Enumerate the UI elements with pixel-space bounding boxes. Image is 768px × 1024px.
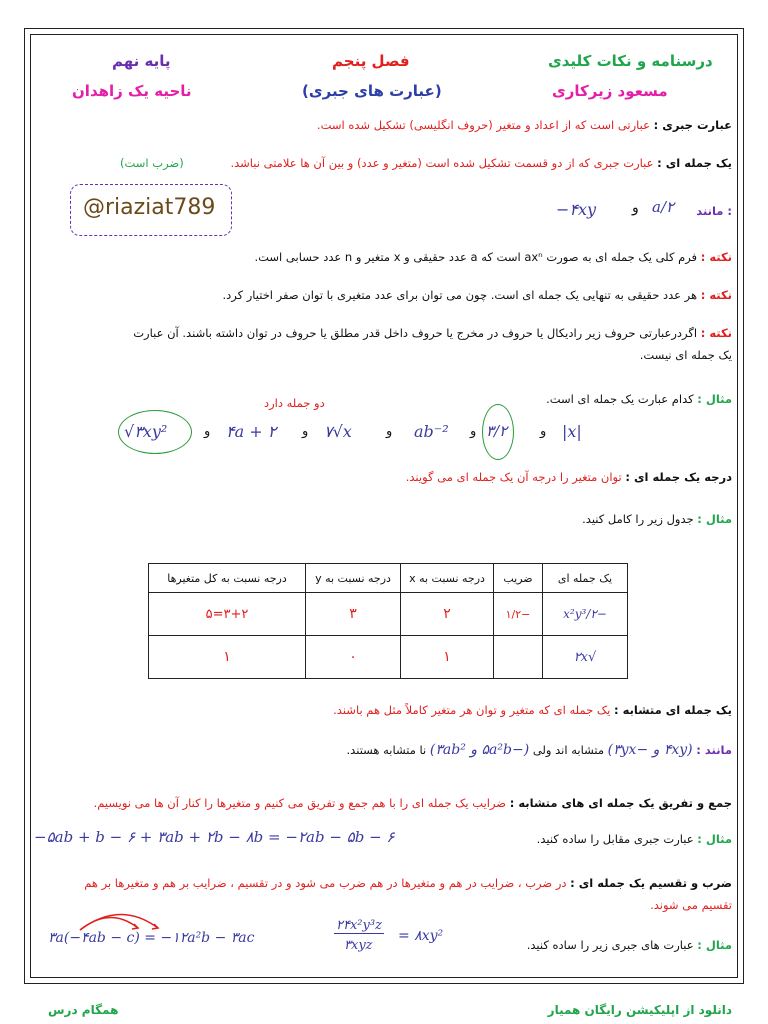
table-cell: −x²y³/۲ — [543, 593, 628, 636]
example1-prompt: مثال : کدام عبارت یک جمله ای است. — [546, 392, 732, 406]
note-not-monomial: نکته : اگردرعبارتی حروف زیر رادیکال یا حروف در مخرج یا حروف داخل قدر مطلق یا حروف در توان داشته باشند. آن عبارت — [133, 326, 732, 340]
grade-label: پایه نهم — [112, 52, 171, 70]
table-cell: ۳ — [306, 593, 401, 636]
note-general-form: نکته : فرم کلی یک جمله ای به صورت axⁿ است که a عدد حقیقی و x متغیر و n عدد حسابی است. — [254, 250, 732, 264]
degree-table — [148, 563, 628, 679]
example1-annotation: دو جمله دارد — [264, 396, 325, 410]
table-row — [149, 593, 628, 636]
social-handle: @riaziat789 — [83, 195, 216, 220]
table-header: یک جمله ای — [543, 564, 628, 593]
similar-definition: یک جمله ای متشابه : یک جمله ای که متغیر و توان هر متغیر کاملاً مثل هم باشند. — [333, 703, 732, 717]
social-handle-box — [70, 184, 232, 236]
header-title: درسنامه و نکات کلیدی — [548, 52, 713, 70]
example1-and-2: و — [302, 424, 309, 439]
table-cell: ۰ — [306, 636, 401, 679]
table-header: درجه نسبت به کل متغیرها — [149, 564, 306, 593]
table-header: ضریب — [494, 564, 543, 593]
example4-expression: ۳a(−۴ab − c) = −۱۲a²b − ۳ac — [48, 930, 255, 946]
footer-right: دانلود از اپلیکیشن رایگان همیار — [547, 1003, 732, 1017]
table-cell: ۲ — [401, 593, 494, 636]
table-cell — [494, 636, 543, 679]
table-cell: √۲x — [543, 636, 628, 679]
chapter-title: فصل پنجم — [332, 52, 410, 70]
example1-item-4: ab⁻² — [414, 422, 449, 441]
muldiv-definition-cont: تقسیم می شوند. — [650, 898, 732, 912]
table-header: درجه نسبت به x — [401, 564, 494, 593]
note-real-number: نکته : هر عدد حقیقی به تنهایی یک جمله ای است. چون می توان برای عدد متغیری با توان صفر اختیار کرد. — [222, 288, 732, 302]
header-author: مسعود زیرکاری — [552, 82, 668, 100]
table-header-row — [149, 564, 628, 593]
footer-left: همگام درس — [48, 1003, 119, 1017]
monomial-note: (ضرب است) — [120, 156, 184, 170]
distribution-arrow-2 — [80, 914, 158, 930]
addsub-definition: جمع و تفریق یک جمله ای های متشابه : ضرایب یک جمله ای را با هم جمع و تفریق می کنیم و متغیرها را کنار آن ها می نویسیم. — [93, 796, 732, 810]
chapter-topic: (عبارت های جبری) — [302, 82, 442, 100]
table-row — [149, 636, 628, 679]
example1-item-6: |x| — [562, 422, 582, 441]
example1-and-1: و — [204, 424, 211, 439]
region-label: ناحیه یک زاهدان — [72, 82, 192, 100]
example4-fraction-denominator: ۳xyz — [344, 938, 373, 953]
example4-fraction-result: = ۸xy² — [398, 928, 444, 944]
monomial-example-2: −۴xy — [556, 200, 597, 219]
example4-prompt: مثال : عبارت های جبری زیر را ساده کنید. — [526, 938, 732, 952]
monomial-example-and: و — [632, 200, 639, 216]
example2-prompt: مثال : جدول زیر را کامل کنید. — [582, 512, 732, 526]
table-cell: ۱ — [401, 636, 494, 679]
example1-item-3: ۷√x — [324, 422, 352, 441]
similar-example: مانند : (۴xy و −۳yx) متشابه اند ولی (−۵a²b و ۳ab²) نا متشابه هستند. — [346, 742, 732, 758]
example1-item-5: ۳/۲ — [486, 422, 508, 440]
table-cell: ۳+۲=۵ — [149, 593, 306, 636]
table-header: درجه نسبت به y — [306, 564, 401, 593]
degree-definition: درجه یک جمله ای : توان متغیر را درجه آن یک جمله ای می گویند. — [405, 470, 732, 484]
example1-and-5: و — [540, 424, 547, 439]
muldiv-definition: ضرب و تقسیم یک جمله ای : در ضرب ، ضرایب در هم و متغیرها در هم ضرب می شود و در تقسیم ، ضرایب بر هم و متغیرها بر هم — [84, 876, 732, 890]
example1-item-1: √۳xy² — [124, 422, 168, 441]
example3-prompt: مثال : عبارت جبری مقابل را ساده کنید. — [536, 832, 732, 846]
example1-item-2: ۴a + ۲ — [226, 422, 277, 441]
algebraic-definition: عبارت جبری : عبارتی است که از اعداد و متغیر (حروف انگلیسی) تشکیل شده است. — [316, 118, 732, 132]
monomial-example-label: مانند : — [696, 204, 732, 218]
example4-fraction-numerator: ۲۴x²y³z — [336, 918, 382, 933]
example1-and-3: و — [386, 424, 393, 439]
table-cell: −۱/۲ — [494, 593, 543, 636]
monomial-definition: یک جمله ای : عبارت جبری که از دو قسمت تشکیل شده است (متغیر و عدد) و بین آن ها علامتی نباشد. — [230, 156, 732, 170]
note-not-monomial-cont: یک جمله ای نیست. — [639, 348, 732, 362]
example1-and-4: و — [470, 424, 477, 439]
example3-expression: −۵ab + b − ۶ + ۳ab + ۲b − ۸b = −۲ab − ۵b − ۶ — [34, 828, 395, 846]
monomial-example-1: a/۲ — [652, 198, 675, 216]
table-cell: ۱ — [149, 636, 306, 679]
